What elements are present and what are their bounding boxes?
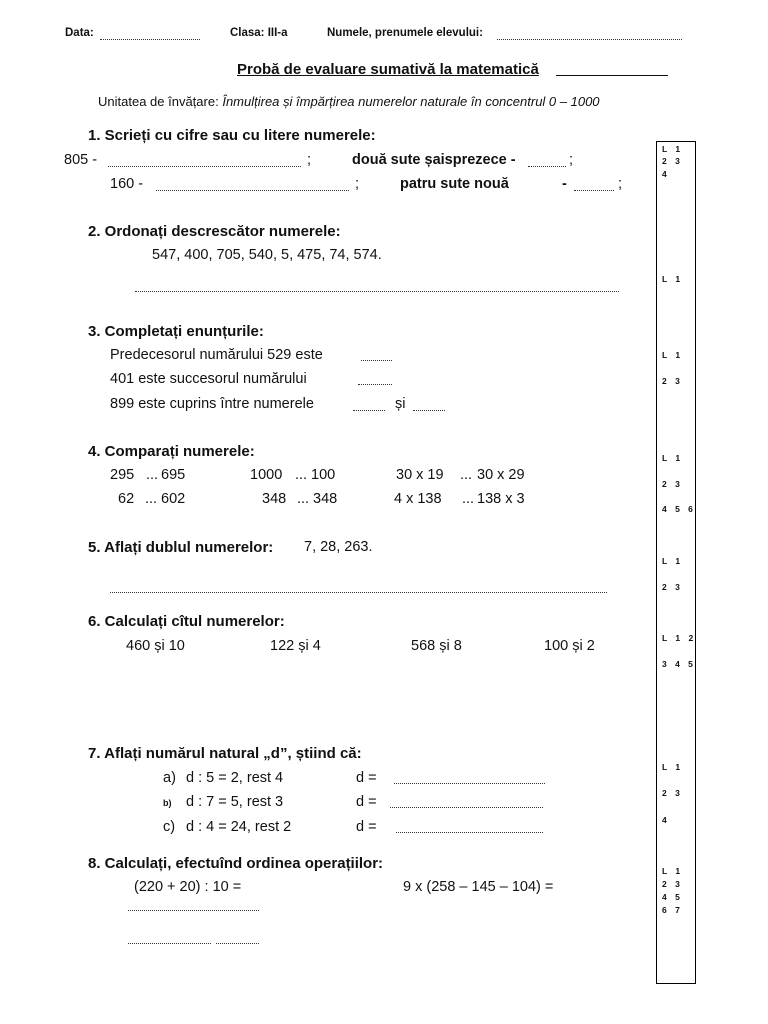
sidebar-label: 2 3 [662,156,683,166]
q1-blank-409[interactable] [574,189,614,191]
q1-item-160: 160 - [110,176,144,192]
sidebar-label: L 1 [662,350,684,360]
q5-numbers: 7, 28, 263. [304,539,373,555]
q3-line1: Predecesorul numărului 529 este [110,347,323,363]
q3-line3: 899 este cuprins între numerele [110,396,314,412]
q8-answer-line-1[interactable] [128,909,259,911]
q8-expr1: (220 + 20) : 10 = [134,879,242,895]
title-underline-extension [556,75,668,76]
q5-answer-line[interactable] [110,591,607,593]
q4-r2c3-b: 138 x 3 [477,491,525,507]
q6-heading: 6. Calculați cîtul numerelor: [88,613,285,630]
sidebar-label: L 1 [662,556,684,566]
q3-blank2[interactable] [358,383,392,385]
q7-b-eq: d = [356,794,377,810]
q1-item-409-words: patru sute nouă [400,176,509,192]
q7-c-eq: d = [356,819,377,835]
q4-r2c3-a: 4 x 138 [394,491,442,507]
sidebar-label: 4 5 6 [662,504,696,514]
q1-semicolon: ; [569,152,574,168]
q2-answer-line[interactable] [135,290,619,292]
q7-b-letter: b) [163,798,172,808]
page-title: Probă de evaluare sumativă la matematică [237,61,539,78]
q3-and: și [395,396,406,412]
unit-text: Înmulțirea și împărțirea numerelor naturale în concentrul 0 – 1000 [222,94,600,109]
q7-a-expr: d : 5 = 2, rest 4 [186,770,284,786]
q7-heading: 7. Aflați numărul natural „d”, știind că: [88,745,362,762]
sidebar-label: 2 3 [662,879,683,889]
sidebar-label: 4 [662,169,670,179]
sidebar-label: 4 5 [662,892,683,902]
q1-item-805: 805 - [64,152,98,168]
sidebar-label: 3 4 5 [662,659,696,669]
q6-pair-3: 568 și 8 [411,638,462,654]
q8-answer-line-2b[interactable] [216,942,259,944]
q4-sep[interactable]: ... [462,491,475,507]
q4-r2c2-b: 348 [313,491,338,507]
q7-a-eq: d = [356,770,377,786]
q1-blank-805[interactable] [108,165,301,167]
q1-semicolon: ; [355,176,360,192]
sidebar-label: 2 3 [662,479,683,489]
q8-expr2: 9 x (258 – 145 – 104) = [403,879,554,895]
q1-semicolon: ; [307,152,312,168]
q8-heading: 8. Calculați, efectuînd ordinea operațiilor: [88,855,384,872]
q4-r2c1-a: 62 [118,491,135,507]
q4-sep[interactable]: ... [145,491,158,507]
q4-r2c1-b: 602 [161,491,186,507]
date-label: Data: [65,27,94,39]
q3-heading: 3. Completați enunțurile: [88,323,264,340]
q4-sep[interactable]: ... [460,467,473,483]
q7-a-blank[interactable] [394,782,545,784]
q1-item-216-words: două sute șaisprezece - [352,152,516,168]
q2-heading: 2. Ordonați descrescător numerele: [88,223,341,240]
q7-c-blank[interactable] [396,831,543,833]
sidebar-label: L 1 [662,453,684,463]
q6-pair-4: 100 și 2 [544,638,595,654]
sidebar-label: L 1 [662,274,684,284]
q3-blank3b[interactable] [413,409,445,411]
q4-r1c2-b: 100 [311,467,336,483]
q3-blank1[interactable] [361,359,392,361]
sidebar-label: 2 3 [662,376,683,386]
q3-blank3a[interactable] [353,409,385,411]
q1-heading: 1. Scrieți cu cifre sau cu litere numerele: [88,127,376,144]
q5-heading: 5. Aflați dublul numerelor: [88,539,274,556]
q2-numbers: 547, 400, 705, 540, 5, 475, 74, 574. [152,247,382,263]
q7-b-expr: d : 7 = 5, rest 3 [186,794,284,810]
q4-r1c3-b: 30 x 29 [477,467,525,483]
sidebar-label: 2 3 [662,582,683,592]
learning-unit [98,94,600,109]
q4-r1c1-a: 295 [110,467,135,483]
q3-line2: 401 este succesorul numărului [110,371,307,387]
q4-sep[interactable]: ... [295,467,308,483]
sidebar-label: 6 7 [662,905,683,915]
q7-c-expr: d : 4 = 24, rest 2 [186,819,292,835]
q1-dash: - [562,176,567,192]
q1-blank-216[interactable] [528,165,566,167]
unit-label: Unitatea de învățare: [98,94,219,109]
q4-r1c2-a: 1000 [250,467,283,483]
sidebar-label: L 1 [662,144,684,154]
class-label: Clasa: III-a [230,27,288,39]
student-name-label: Numele, prenumele elevului: [327,27,483,39]
q4-heading: 4. Comparați numerele: [88,443,255,460]
q6-pair-2: 122 și 4 [270,638,321,654]
sidebar-label: 4 [662,815,670,825]
q8-answer-line-2a[interactable] [128,942,211,944]
q6-pair-1: 460 și 10 [126,638,185,654]
sidebar-label: L 1 [662,762,684,772]
sidebar-label: L 1 [662,866,684,876]
date-blank[interactable] [100,38,200,40]
student-name-blank[interactable] [497,38,682,40]
q1-semicolon: ; [618,176,623,192]
q4-sep[interactable]: ... [297,491,310,507]
q7-a-letter: a) [163,770,176,786]
sidebar-label: 2 3 [662,788,683,798]
q4-r1c1-b: 695 [161,467,186,483]
sidebar-label: L 1 2 [662,633,697,643]
q7-b-blank[interactable] [390,806,543,808]
q4-r2c2-a: 348 [262,491,287,507]
q4-sep[interactable]: ... [146,467,159,483]
q7-c-letter: c) [163,819,176,835]
q1-blank-160[interactable] [156,189,349,191]
q4-r1c3-a: 30 x 19 [396,467,444,483]
